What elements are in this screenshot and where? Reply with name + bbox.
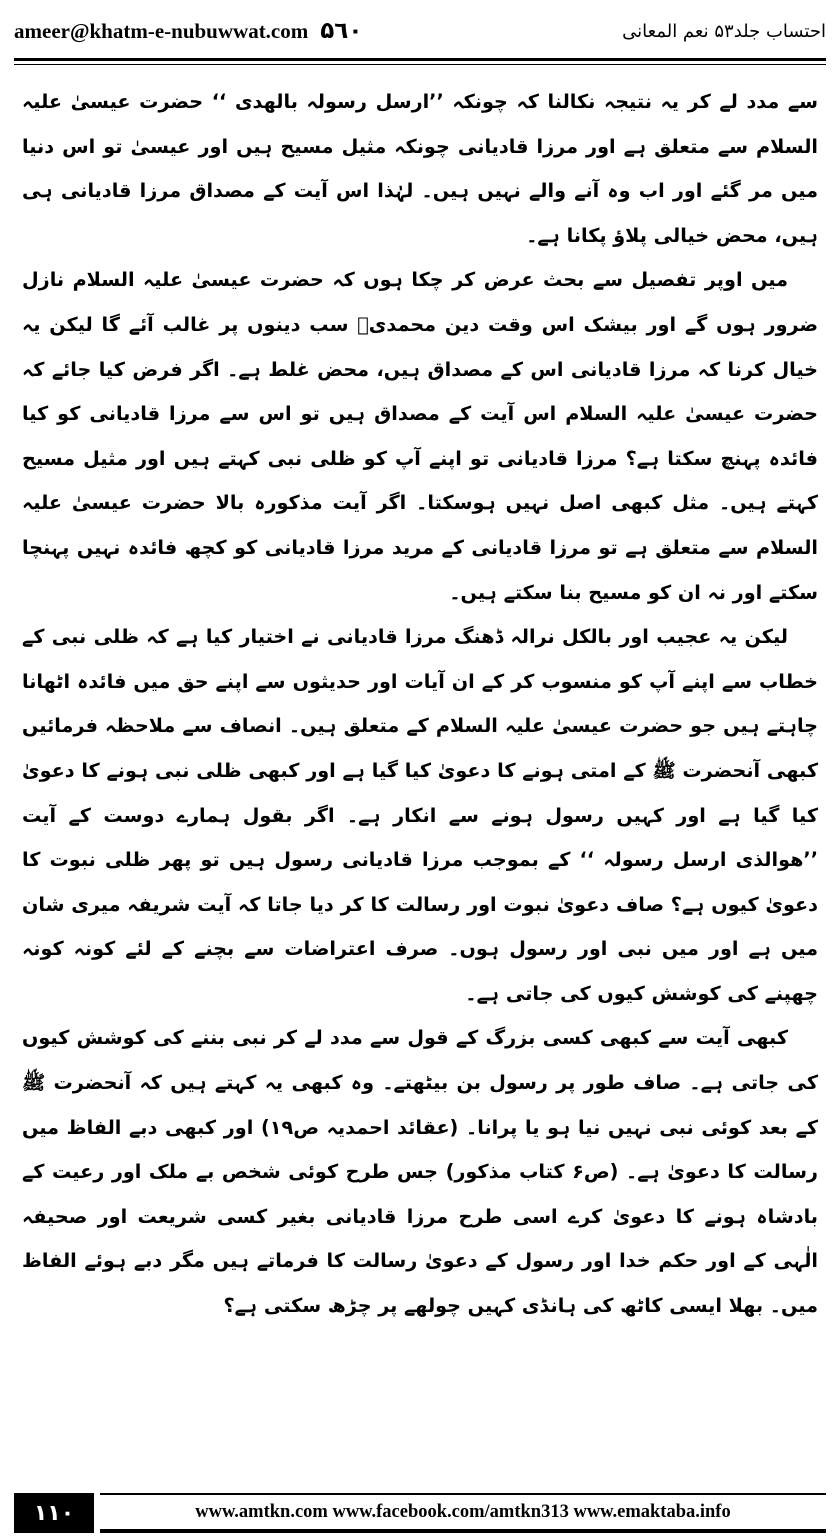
page-body — [22, 80, 818, 1329]
paragraph-2: میں اوپر تفصیل سے بحث عرض کر چکا ہوں کہ حضرت عیسیٰ علیہ السلام نازل ضرور ہوں گے اور بیشک اس وقت دین محمدیؐ سب دینوں پر غالب آئے گا لیکن یہ خیال کرنا کہ مرزا قادیانی اس کے مصداق ہیں، محض غلط ہے۔ اگر فرض کیا جائے کہ حضرت عیسیٰ علیہ السلام اس آیت کے مصداق ہیں تو اس سے مرزا قادیانی کو کیا فائدہ پہنچ سکتا ہے؟ مرزا قادیانی تو اپنے آپ کو ظلی نبی کہتے ہیں اور مثیل مسیح کہتے ہیں۔ مثل کبھی اصل نہیں ہوسکتا۔ اگر آیت مذکورہ بالا حضرت عیسیٰ علیہ السلام سے متعلق ہے تو مرزا قادیانی کے مرید مرزا قادیانی کو کچھ فائدہ نہیں پہنچا سکتے اور نہ ان کو مسیح بنا سکتے ہیں۔ — [22, 268, 818, 604]
header-rule-thin — [14, 64, 826, 65]
header-title: احتساب جلد۵۳ نعم المعانی — [622, 20, 826, 42]
page-footer — [14, 1493, 826, 1533]
header-email: ameer@khatm-e-nubuwwat.com — [14, 18, 309, 43]
footer-links: www.amtkn.com www.facebook.com/amtkn313 www.emaktaba.info — [100, 1493, 826, 1533]
paragraph-3: لیکن یہ عجیب اور بالکل نرالہ ڈھنگ مرزا قادیانی نے اختیار کیا ہے کہ ظلی نبی کے خطاب سے اپنے آپ کو منسوب کر کے ان آیات اور حدیثوں سے اپنے حق میں فائدہ اٹھانا چاہتے ہیں جو حضرت عیسیٰ علیہ السلام کے متعلق ہیں۔ انصاف سے ملاحظہ فرمائیں کبھی آنحضرت ﷺ کے امتی ہونے کا دعویٰ کیا گیا ہے اور کبھی ظلی نبی ہونے کا دعویٰ کیا گیا ہے اور کہیں رسول ہونے سے انکار ہے۔ اگر بقول ہمارے دوست کے آیت ’’ھوالذی ارسل رسولہ ‘‘ کے بموجب مرزا قادیانی رسول ہیں تو پھر ظلی نبوت کا دعویٰ کیوں ہے؟ صاف دعویٰ نبوت اور رسالت کا کر دیا جاتا کہ آیت شریفہ میری شان میں ہے اور میں نبی اور رسول ہوں۔ صرف اعتراضات سے بچنے کے لئے کونہ کونہ چھپنے کی کوشش کیوں کی جاتی ہے۔ — [22, 625, 818, 1005]
header-left — [14, 18, 362, 44]
paragraph-4: کبھی آیت سے کبھی کسی بزرگ کے قول سے مدد لے کر نبی بننے کی کوشش کیوں کی جاتی ہے۔ صاف طور پر رسول بن بیٹھتے۔ وہ کبھی یہ کہتے ہیں کہ آنحضرت ﷺ کے بعد کوئی نبی نہیں نیا ہو یا پرانا۔ (عقائد احمدیہ ص۱۹) اور کبھی دبے الفاظ میں رسالت کا دعویٰ ہے۔ (ص۶ کتاب مذکور) جس طرح کوئی شخص بے ملک اور رعیت کے بادشاہ ہونے کا دعویٰ کرے اسی طرح مرزا قادیانی بغیر کسی شریعت اور صحیفہ الٰہی کے اور حکم خدا اور رسول کے دعویٰ رسالت کا فرماتے ہیں مگر دبے ہوئے الفاظ میں۔ بھلا ایسی کاٹھ کی ہانڈی کہیں چولھے پر چڑھ سکتی ہے؟ — [22, 1026, 818, 1318]
header-rule — [14, 58, 826, 61]
header-page-number: ۵٦۰ — [320, 18, 363, 44]
footer-page-number: ۱۱۰ — [14, 1493, 94, 1533]
page-header — [14, 8, 826, 54]
paragraph-1: سے مدد لے کر یہ نتیجہ نکالنا کہ چونکہ ’’ارسل رسولہ بالھدی ‘‘ حضرت عیسیٰ علیہ السلام سے متعلق ہے اور مرزا قادیانی چونکہ مثیل مسیح ہیں اور عیسیٰ تو اس دنیا میں مر گئے اور اب وہ آنے والے نہیں ہیں۔ لہٰذا اس آیت کے مصداق مرزا قادیانی ہی ہیں، محض خیالی پلاؤ پکانا ہے۔ — [22, 90, 818, 247]
